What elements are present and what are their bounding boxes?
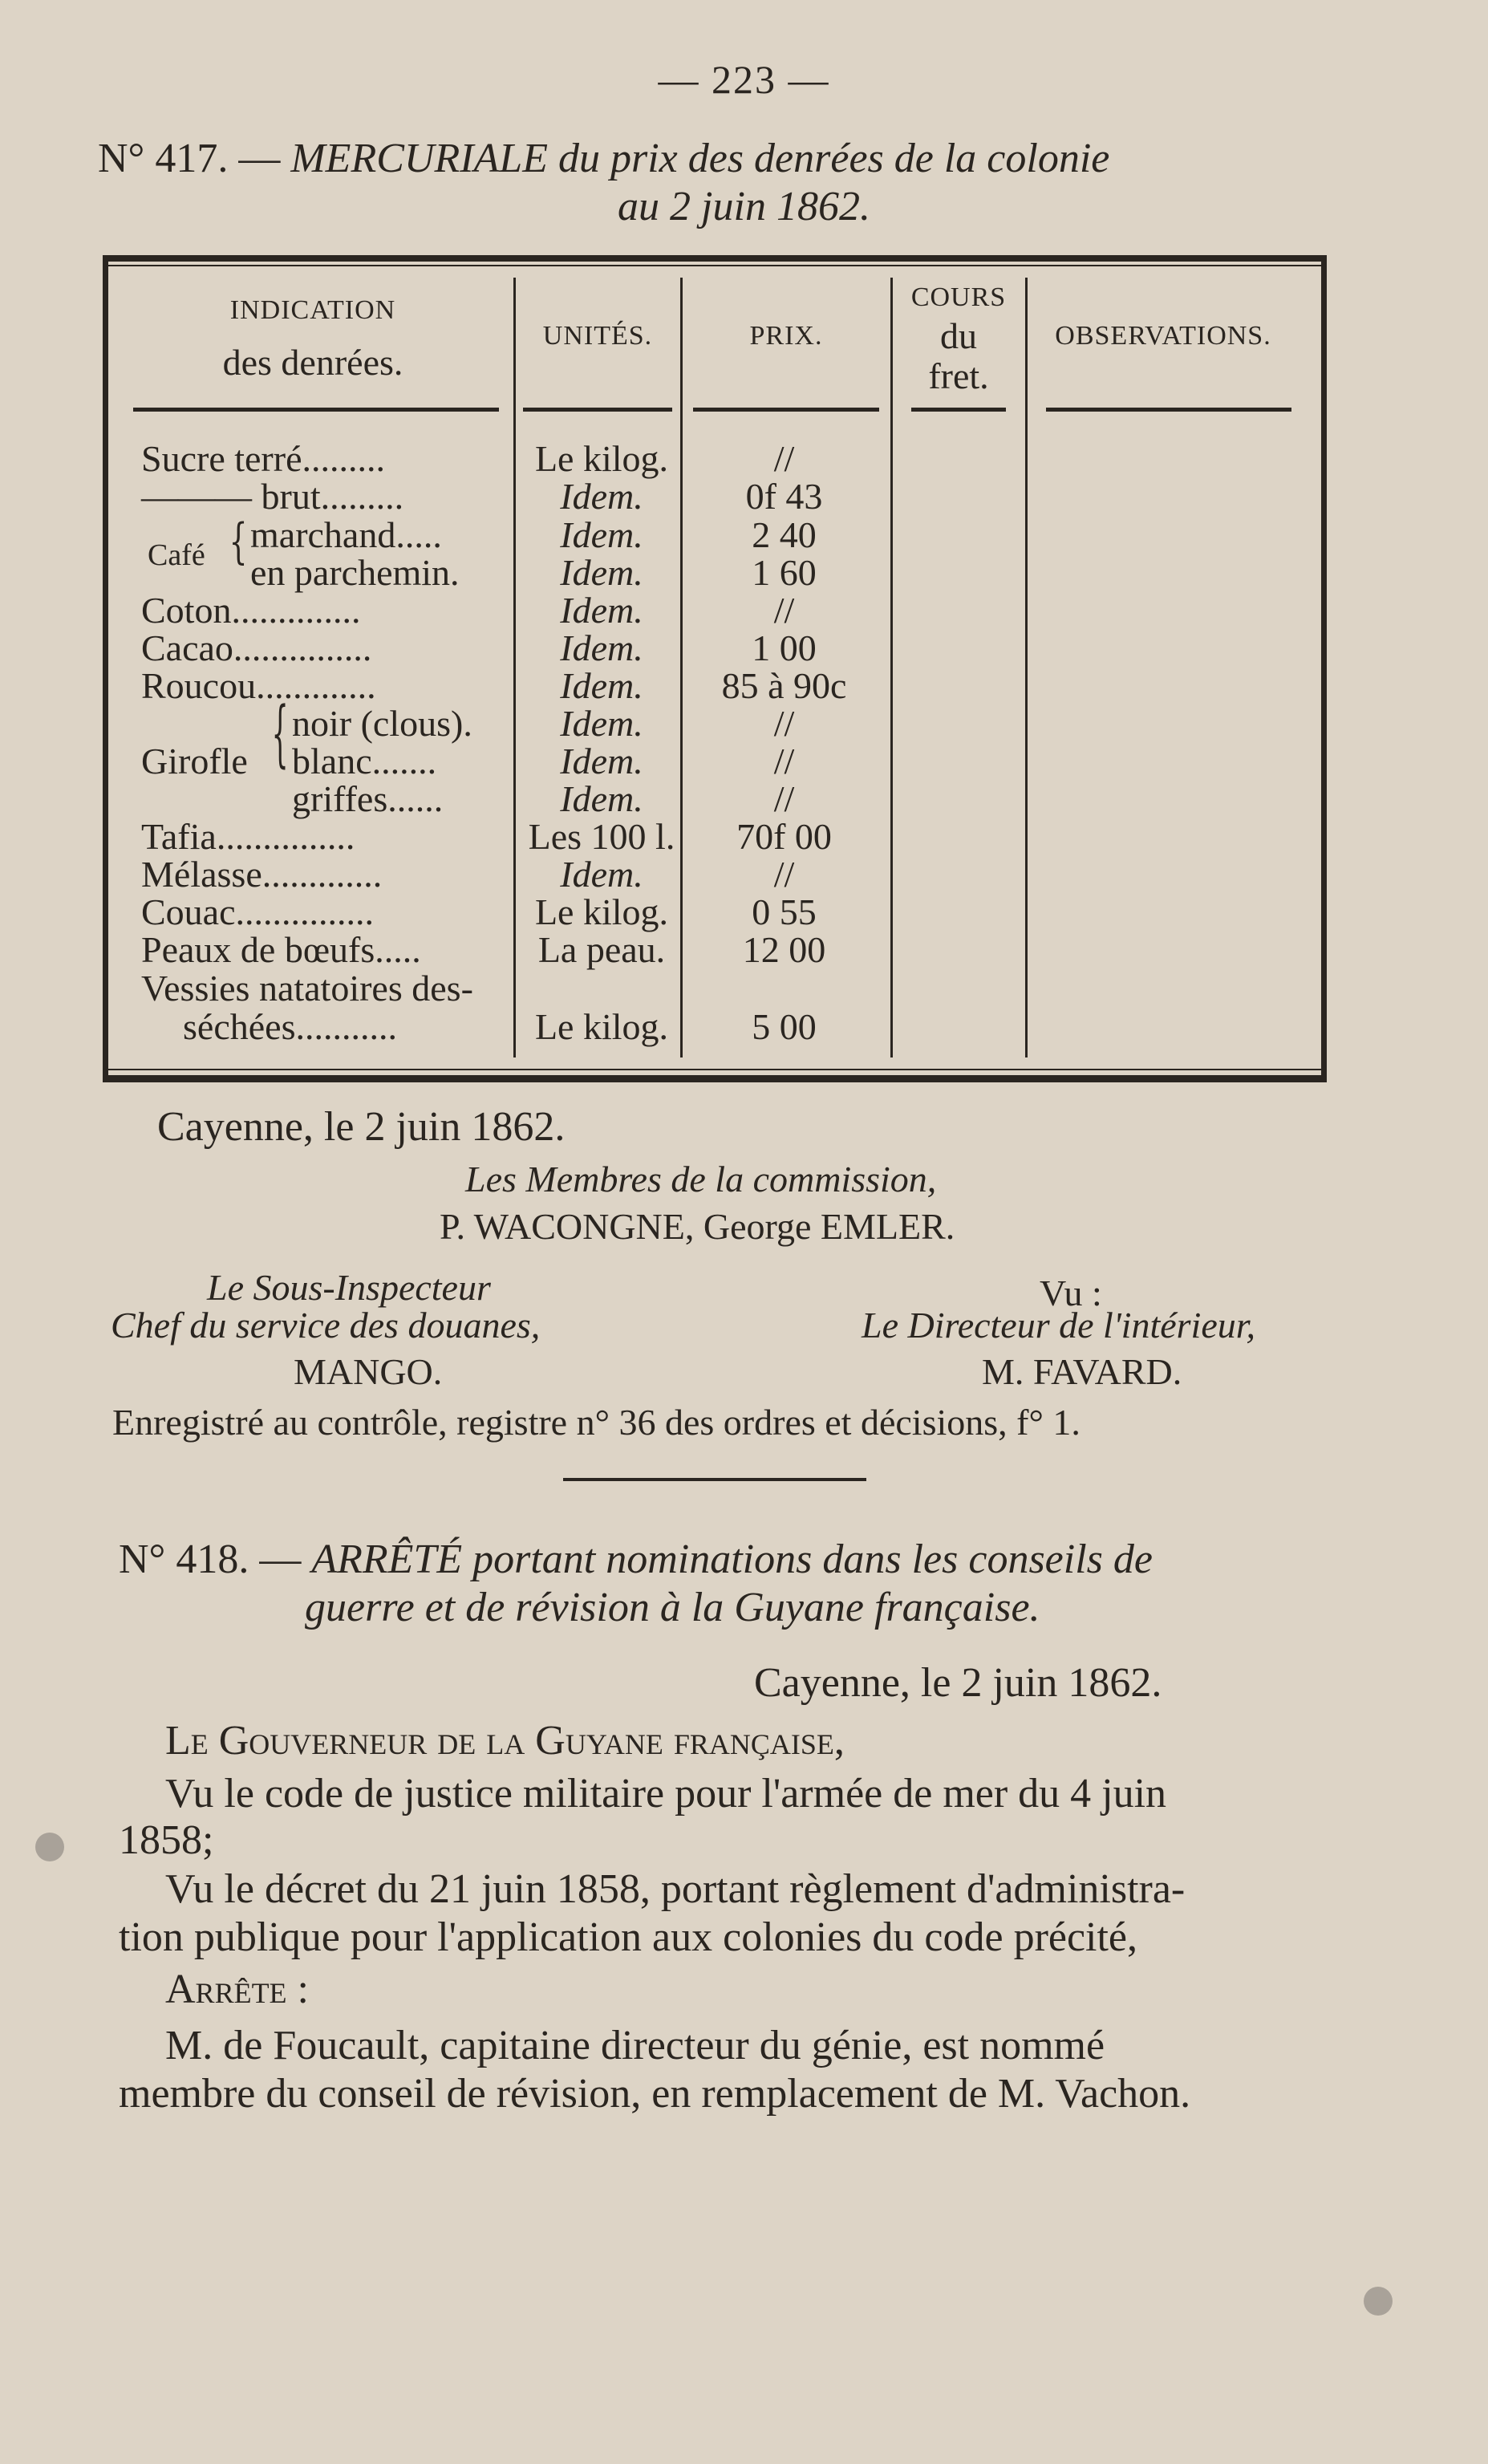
row-name: séchées...........	[183, 1006, 397, 1047]
row-unit: La peau.	[537, 929, 666, 970]
row-price: 70f 00	[736, 816, 832, 857]
row-unit: Idem.	[560, 741, 643, 781]
row-unit: Idem.	[560, 665, 643, 706]
row-name: ——— brut.........	[141, 476, 404, 517]
row-unit: Idem.	[560, 514, 643, 555]
right-signatory-title: Le Directeur de l'intérieur,	[862, 1305, 1256, 1346]
header-freight: COURS	[910, 282, 1007, 312]
entry-417-number: N° 417. —	[98, 136, 281, 181]
governor-line: Le Gouverneur de la Guyane française,	[165, 1718, 845, 1764]
group-cafe: Café	[148, 538, 205, 572]
header-underline	[133, 408, 499, 412]
row-price: //	[773, 778, 795, 819]
row-price: 1 60	[752, 552, 817, 593]
row-price: //	[773, 590, 795, 631]
column-divider	[513, 278, 516, 1057]
column-divider	[1025, 278, 1028, 1057]
header-freight-fret: fret.	[928, 355, 989, 396]
paper-stain	[1364, 2287, 1393, 2316]
entry-418-title-line1: ARRÊTÉ portant nominations dans les conseils de	[311, 1536, 1153, 1582]
header-freight-du: du	[940, 315, 977, 356]
row-price: 0f 43	[745, 476, 823, 517]
row-name: noir (clous).	[292, 703, 472, 744]
brace-girofle: {	[271, 692, 289, 777]
header-indication-sub: des denrées.	[222, 342, 403, 383]
group-girofle: Girofle	[141, 741, 248, 781]
row-price: //	[773, 854, 795, 895]
right-signatory-vu: Vu :	[1040, 1273, 1102, 1313]
entry-418-title-line2: guerre et de révision à la Guyane française.	[305, 1585, 1040, 1630]
row-name: Cacao...............	[141, 627, 372, 668]
row-unit: Idem.	[560, 703, 643, 744]
row-name: Roucou.............	[141, 665, 376, 706]
page-number: — 223 —	[658, 57, 830, 102]
left-signatory-title: Le Sous-Inspecteur	[207, 1267, 491, 1308]
row-unit: Le kilog.	[534, 1006, 669, 1047]
row-unit: Le kilog.	[534, 438, 669, 479]
vu-decret-line1: Vu le décret du 21 juin 1858, portant règlement d'administra-	[165, 1866, 1186, 1912]
header-underline	[693, 408, 879, 412]
header-underline	[1046, 408, 1291, 412]
table-bottom-rule	[103, 1075, 1327, 1082]
row-name: blanc.......	[292, 741, 437, 781]
place-date-418: Cayenne, le 2 juin 1862.	[754, 1660, 1162, 1706]
row-price: //	[773, 741, 795, 781]
row-name: en parchemin.	[250, 552, 460, 593]
row-price: //	[773, 438, 795, 479]
entry-418-title	[119, 1536, 1153, 1584]
row-unit: Idem.	[560, 778, 643, 819]
entry-417-title-line2: au 2 juin 1862.	[618, 184, 870, 229]
left-signatory-title2: Chef du service des douanes,	[111, 1305, 541, 1346]
arrete-label: Arrête :	[165, 1967, 309, 2012]
row-unit: Idem.	[560, 476, 643, 517]
header-indication: INDICATION	[229, 295, 396, 325]
row-unit: Les 100 l.	[528, 816, 675, 857]
brace-cafe: {	[229, 514, 248, 570]
paper-stain	[35, 1833, 64, 1861]
vu-code-line2: 1858;	[119, 1817, 214, 1863]
header-underline	[911, 408, 1006, 412]
commission-label: Les Membres de la commission,	[465, 1159, 937, 1200]
left-signatory-name: MANGO.	[294, 1351, 443, 1392]
entry-417-title	[98, 135, 1349, 183]
row-price: 2 40	[752, 514, 817, 555]
vu-decret-line2: tion publique pour l'application aux colonies du code précité,	[119, 1914, 1138, 1960]
row-name: Tafia...............	[141, 816, 355, 857]
row-unit: Idem.	[560, 627, 643, 668]
row-name: Couac...............	[141, 891, 375, 932]
place-date-417: Cayenne, le 2 juin 1862.	[157, 1104, 566, 1150]
row-name: griffes......	[292, 778, 444, 819]
body-line1: M. de Foucault, capitaine directeur du génie, est nommé	[165, 2023, 1105, 2068]
header-price: PRIX.	[749, 321, 823, 351]
row-name: marchand.....	[250, 514, 442, 555]
entry-418-number: N° 418. —	[119, 1536, 302, 1582]
commission-members: P. WACONGNE, George EMLER.	[440, 1206, 955, 1247]
row-name: Peaux de bœufs.....	[141, 929, 421, 970]
row-unit: Idem.	[560, 590, 643, 631]
row-price: 85 à 90c	[721, 665, 847, 706]
row-name: Mélasse.............	[141, 854, 383, 895]
header-observations: OBSERVATIONS.	[1055, 321, 1271, 351]
row-price: 1 00	[752, 627, 817, 668]
row-price: 5 00	[752, 1006, 817, 1047]
row-unit: Le kilog.	[534, 891, 669, 932]
right-signatory-name: M. FAVARD.	[982, 1351, 1182, 1392]
row-price: 12 00	[742, 929, 826, 970]
registration-note: Enregistré au contrôle, registre n° 36 des ordres et décisions, f° 1.	[112, 1402, 1081, 1443]
row-name: Sucre terré.........	[141, 438, 385, 479]
section-separator	[563, 1478, 866, 1481]
row-name: Vessies natatoires des-	[141, 968, 473, 1009]
row-unit: Idem.	[560, 552, 643, 593]
row-name: Coton..............	[141, 590, 361, 631]
entry-417-title-line1: MERCURIALE du prix des denrées de la colonie	[290, 136, 1110, 181]
row-price: //	[773, 703, 795, 744]
header-units: UNITÉS.	[542, 321, 653, 351]
row-price: 0 55	[752, 891, 817, 932]
body-line2: membre du conseil de révision, en remplacement de M. Vachon.	[119, 2071, 1191, 2117]
table-bottom-rule-thin	[103, 1069, 1327, 1070]
row-unit: Idem.	[560, 854, 643, 895]
header-underline	[523, 408, 672, 412]
vu-code-line1: Vu le code de justice militaire pour l'armée de mer du 4 juin	[165, 1771, 1167, 1817]
